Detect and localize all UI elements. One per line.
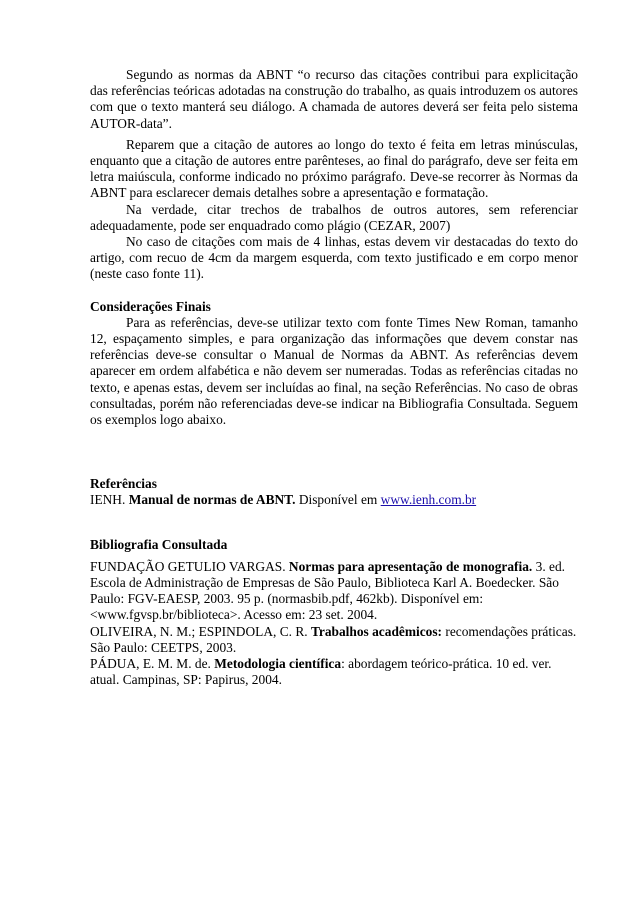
consideracoes-paragraph: Para as referências, deve-se utilizar texto com fonte Times New Roman, tamanho 12, espaçamento simples, e para organização das informações que devem constar nas referências deve-se consultar o Manual de Normas da ABNT. As referências devem aparecer em ordem alfabética e não devem ser numeradas. Todas as referências citadas no texto, e apenas estas, devem ser incluídas ao final, na seção Referências. No caso de obras consultadas, porém não referenciadas deve-se indicar na Bibliografia Consultada. Seguem os exemplos logo abaixo. xyxy=(90,314,578,428)
bibliography-title: Trabalhos acadêmicos: xyxy=(310,623,443,639)
reference-title: Manual de normas de ABNT. xyxy=(128,492,296,508)
section-heading-referencias: Referências xyxy=(90,476,157,492)
bibliography-details: : abordagem teórico-prática. 10 ed. ver. atual. Campinas, SP: Papirus, 2004. xyxy=(90,656,552,688)
bibliography-entry xyxy=(90,656,578,688)
bibliography-entry xyxy=(90,624,578,656)
bibliography-details: recomendações práticas. São Paulo: CEETPS, 2003. xyxy=(90,623,577,655)
bibliography-title: Normas para apresentação de monografia. xyxy=(288,558,533,574)
reference-author: IENH. xyxy=(90,492,126,508)
body-paragraph-2: Reparem que a citação de autores ao longo do texto é feita em letras minúsculas, enquanto que a citação de autores entre parênteses, ao final do parágrafo, deve ser feita em letra maiúscula, conforme indicado no próximo parágrafo. Deve-se recorrer às Normas da ABNT para esclarecer demais detalhes sobre a apresentação e formatação. xyxy=(90,136,578,201)
reference-text: Disponível em xyxy=(298,492,378,508)
bibliography-details: 3. ed. Escola de Administração de Empresas de São Paulo, Biblioteca Karl A. Boedecker. São Paulo: FGV-EAESP, 2003. 95 p. (normasbib.pdf, 462kb). Disponível em: <www.fgvsp.br/biblioteca>. Acesso em: 23 set. 2004. xyxy=(90,558,566,623)
section-heading-consideracoes: Considerações Finais xyxy=(90,298,211,314)
bibliography-title: Metodologia científica xyxy=(214,656,342,672)
body-paragraph-3: Na verdade, citar trechos de trabalhos de outros autores, sem referenciar adequadamente, pode ser enquadrado como plágio (CEZAR, 2007) xyxy=(90,201,578,233)
section-heading-bibliografia: Bibliografia Consultada xyxy=(90,536,228,552)
bibliography-author: PÁDUA, E. M. M. de. xyxy=(90,656,211,672)
body-paragraph-4: No caso de citações com mais de 4 linhas, estas devem vir destacadas do texto do artigo, com recuo de 4cm da margem esquerda, com texto justificado e em corpo menor (neste caso fonte 11). xyxy=(90,234,578,282)
bibliography-author: FUNDAÇÃO GETULIO VARGAS. xyxy=(90,558,286,574)
body-paragraph-1: Segundo as normas da ABNT “o recurso das citações contribui para explicitação das referências teóricas adotadas na construção do trabalho, as quais introduzem os autores com que o texto manterá seu diálogo. A chamada de autores deverá ser feita pelo sistema AUTOR-data”. xyxy=(90,67,578,131)
bibliography-author: OLIVEIRA, N. M.; ESPINDOLA, C. R. xyxy=(90,623,308,639)
reference-link[interactable]: www.ienh.com.br xyxy=(380,492,477,508)
bibliography-entry xyxy=(90,559,578,624)
reference-entry xyxy=(90,492,578,508)
